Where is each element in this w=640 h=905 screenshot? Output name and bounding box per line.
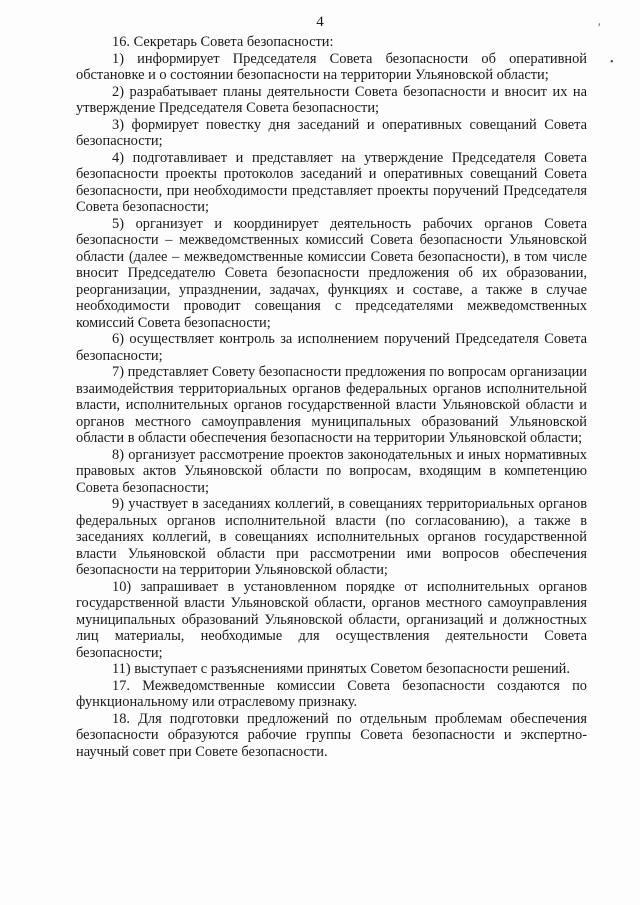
item-7-paragraph: 7) представляет Совету безопасности предложения по вопросам организации взаимодействия территориальных органов федеральных органов исполнительной власти, исполнительных органов государственной власти Ульяновской области и органов местного самоуправления муниципальных образований Ульяновской области в области обеспечения безопасности на территории Ульяновской области; — [76, 364, 587, 446]
item-4-paragraph: 4) подготавливает и представляет на утверждение Председателя Совета безопасности проекты протоколов заседаний и оперативных совещаний Совета безопасности, при необходимости представляет проекты поручений Председателя Совета безопасности; — [76, 149, 587, 215]
item-11-paragraph: 11) выступает с разъяснениями принятых Советом безопасности решений. — [112, 661, 570, 677]
item-8-paragraph: 8) организует рассмотрение проектов законодательных и иных нормативных правовых актов Ульяновской области по вопросам, входящим в компетенцию Совета безопасности; — [76, 446, 587, 496]
item-1-paragraph: 1) информирует Председателя Совета безопасности об оперативной обстановке и о состоянии безопасности на территории Ульяновской области; — [76, 50, 587, 83]
item-3-paragraph: 3) формирует повестку дня заседаний и оперативных совещаний Совета безопасности; — [76, 116, 587, 149]
item-5-paragraph: 5) организует и координирует деятельность рабочих органов Совета безопасности – межведомственных комиссий Совета безопасности Ульяновской области (далее – межведомственные комиссии Совета безопасности), в том числе вносит Председателю Совета безопасности предложения об их образовании, реорганизации, упразднении, задачах, функциях и составе, а также в случае необходимости проводит совещания с председателями межведомственных комиссий Совета безопасности; — [76, 215, 587, 331]
item-10-paragraph: 10) запрашивает в установленном порядке от исполнительных органов государственной власти Ульяновской области, органов местного самоуправления муниципальных образований Ульяновской области, организаций и должностных лиц материалы, необходимые для осуществления деятельности Совета безопасности; — [76, 578, 587, 661]
section-16-heading: 16. Секретарь Совета безопасности: — [112, 34, 334, 50]
item-9-paragraph: 9) участвует в заседаниях коллегий, в совещаниях территориальных органов федеральных органов исполнительной власти (по согласованию), а также в заседаниях коллегий, в совещаниях исполнительных органов государственной власти Ульяновской области при рассмотрении ими вопросов обеспечения безопасности на территории Ульяновской области; — [76, 496, 587, 578]
document-body — [76, 34, 587, 760]
scan-side-mark: • — [610, 57, 614, 68]
section-18-paragraph: 18. Для подготовки предложений по отдельным проблемам обеспечения безопасности образуются рабочие группы Совета безопасности и экспертно-научный совет при Совете безопасности. — [76, 710, 587, 760]
scan-corner-mark: ′ — [598, 20, 601, 34]
item-2-paragraph: 2) разрабатывает планы деятельности Совета безопасности и вносит их на утверждение Председателя Совета безопасности; — [76, 83, 587, 116]
item-6-paragraph: 6) осуществляет контроль за исполнением поручений Председателя Совета безопасности; — [76, 331, 587, 364]
page-number: 4 — [316, 14, 324, 30]
section-17-paragraph: 17. Межведомственные комиссии Совета безопасности создаются по функциональному или отраслевому признаку. — [76, 677, 587, 710]
